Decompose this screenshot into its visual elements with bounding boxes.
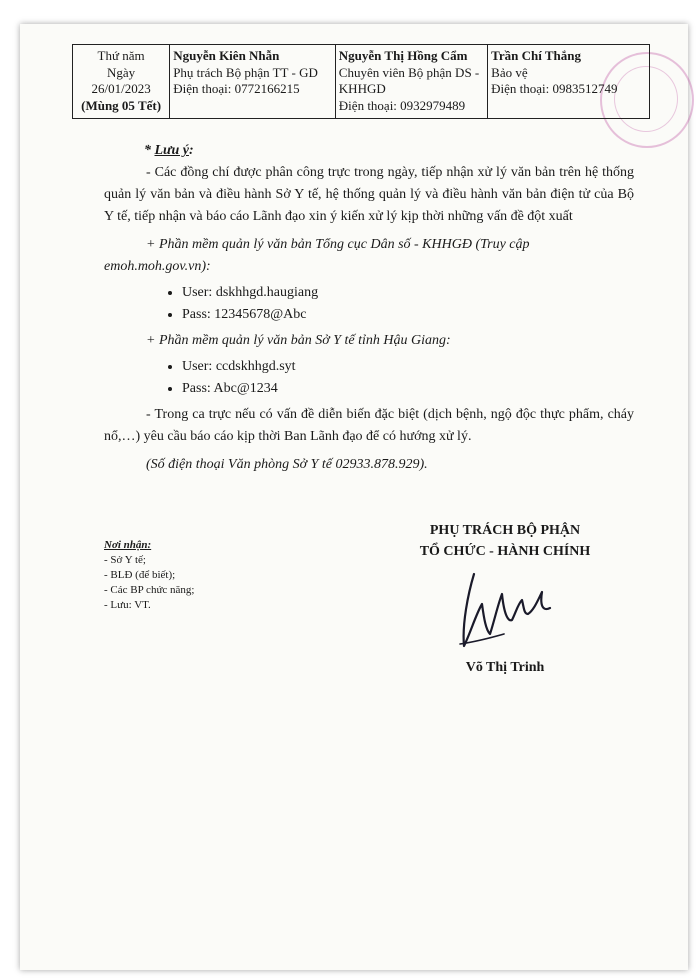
staff-cell-1 [170,45,336,119]
signer-role-line-1: PHỤ TRÁCH BỘ PHẬN [429,523,581,538]
note-paragraph-2: - Trong ca trực nếu có vấn đề diễn biến đặc biệt (dịch bệnh, ngộ độc thực phẩm, cháy nổ,…) yêu cầu báo cáo kịp thời Ban Lãnh đạo để có hướng xử lý. [104,407,634,444]
recipients-title: Nơi nhận: [104,539,152,551]
list-item: • Pass: Abc@1234 [182,378,634,400]
staff-cell-3 [488,45,650,119]
list-item: • User: dskhhgd.haugiang [182,282,634,304]
staff-name: Nguyễn Thị Hồng Cẩm [338,48,468,63]
signer-name: Võ Thị Trinh [465,660,545,675]
note-paragraph-1: - Các đồng chí được phân công trực trong ngày, tiếp nhận xử lý văn bản trên hệ thống quản lý văn bản và điều hành Sở Y tế, hệ thống quản lý và điều hành văn bản điện tử của Bộ Y tế, tiếp nhận và báo cáo Lãnh đạo xin ý kiến xử lý kịp thời những vấn đề đột xuất [104,165,634,224]
staff-phone: Điện thoại: 0772166215 [173,81,300,97]
list-item: - BLĐ (để biết); [104,569,176,581]
note-heading: * Lưu ý: [144,143,194,158]
list-item: - Các BP chức năng; [104,584,195,596]
staff-role: Chuyên viên Bộ phận DS - KHHGD [338,64,480,97]
signer-block [390,520,620,562]
staff-phone: Điện thoại: 0932979489 [338,97,466,113]
date-cell [73,45,170,119]
list-item: • User: ccdskhhgd.syt [182,356,634,378]
notes-section [104,140,634,476]
software-1-label: + Phần mềm quản lý văn bản Tổng cục Dân số - KHHGĐ (Truy cập emoh.moh.gov.vn): [104,237,530,274]
staff-role: Phụ trách Bộ phận TT - GD [173,64,318,80]
day-label: Ngày [107,64,136,80]
table-row [73,45,650,119]
duty-schedule-table [72,44,650,119]
staff-role: Bảo vệ [491,64,528,80]
software-2-credentials [104,356,634,400]
software-1-credentials [104,282,634,326]
list-item: - Sở Y tế; [104,554,146,566]
holiday-label: (Mùng 05 Tết) [81,97,162,113]
staff-name: Trần Chí Thắng [491,48,581,63]
software-2-label: + Phần mềm quản lý văn bản Sở Y tế tỉnh Hậu Giang: [146,333,451,348]
list-item: • Pass: 12345678@Abc [182,304,634,326]
staff-phone: Điện thoại: 0983512749 [491,81,618,97]
signer-role-line-2: TỔ CHỨC - HÀNH CHÍNH [419,544,591,559]
weekday-label: Thứ năm [97,48,145,63]
staff-cell-2 [335,45,487,119]
recipients-block [104,538,194,613]
list-item: - Lưu: VT. [104,599,151,611]
date-value: 26/01/2023 [91,81,151,97]
handwritten-signature [454,564,564,654]
staff-name: Nguyễn Kiên Nhẫn [173,48,280,63]
office-phone-note: (Số điện thoại Văn phòng Sở Y tế 02933.878.929). [146,457,428,472]
